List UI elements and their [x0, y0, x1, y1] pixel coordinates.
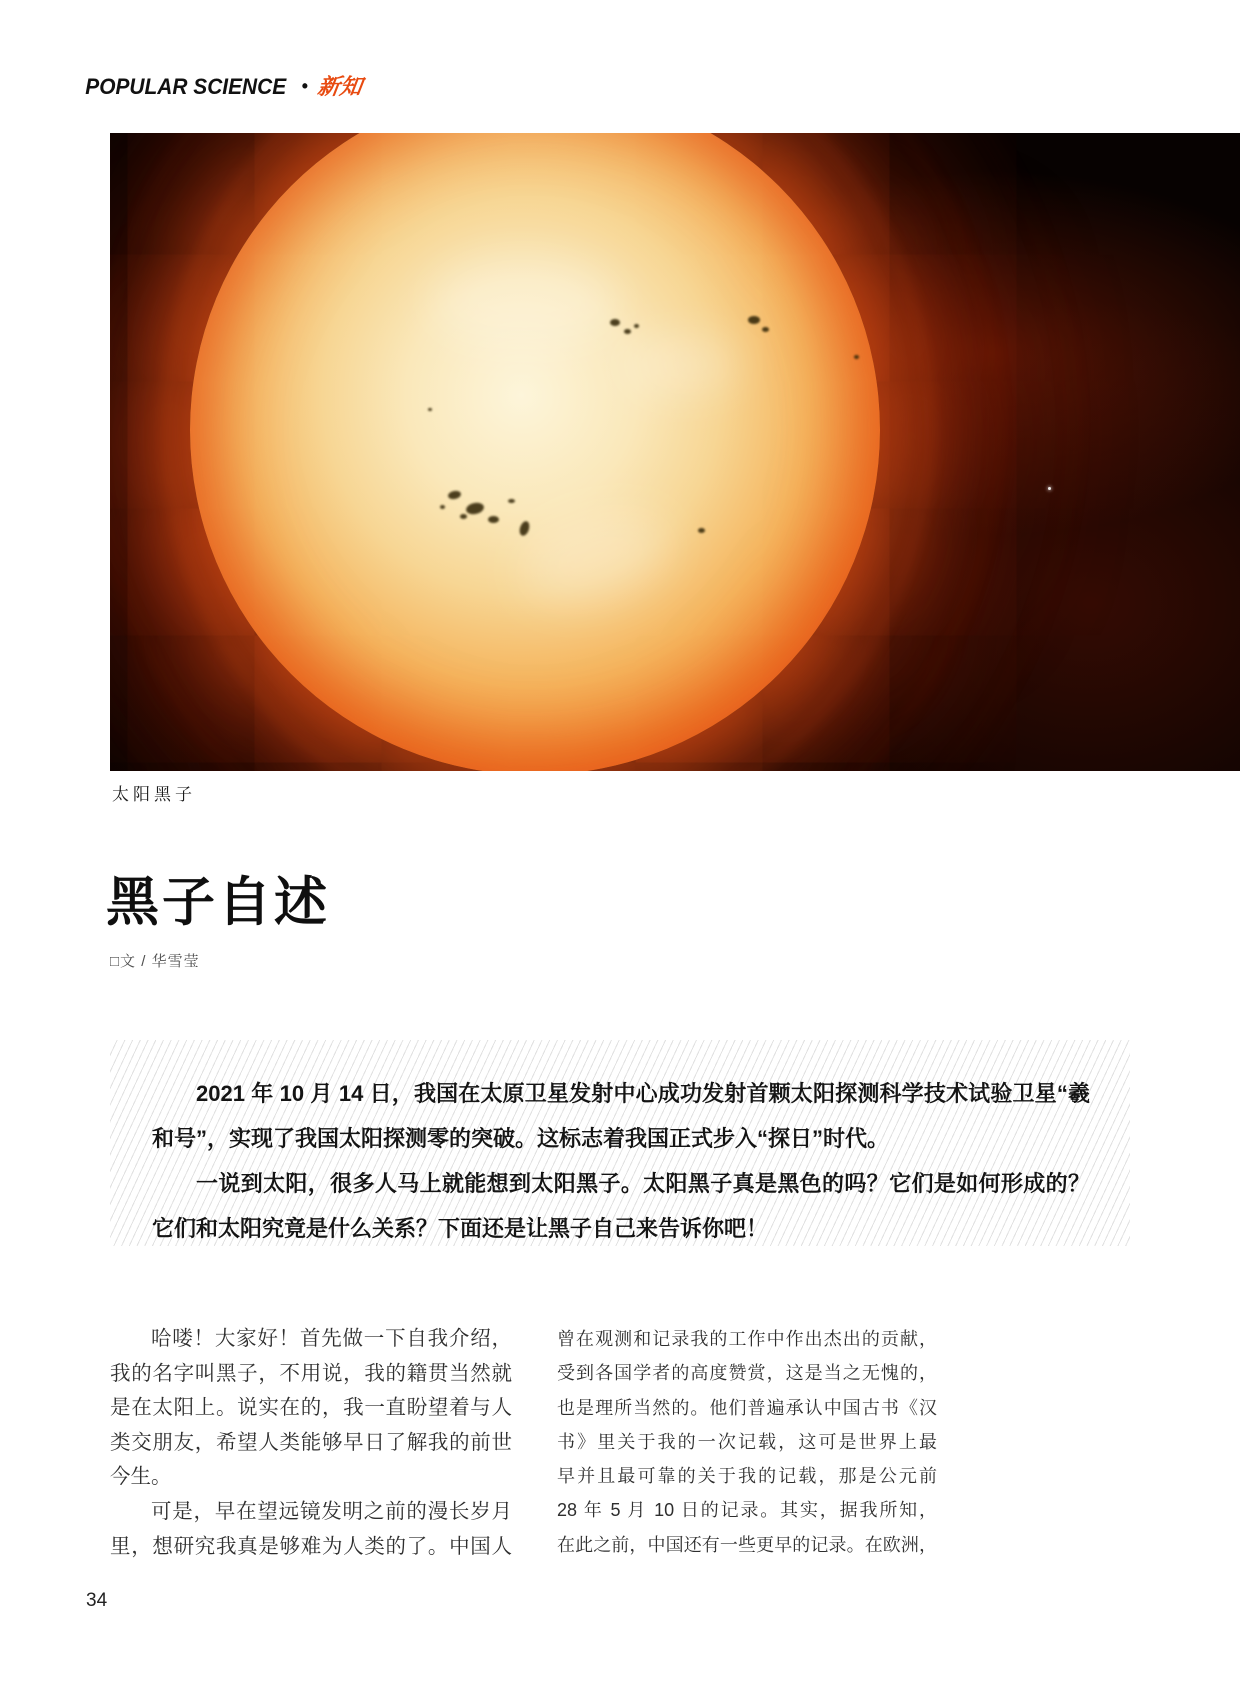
body-text-line: 28 年 5 月 10 日的记录。其实，据我所知， [557, 1500, 937, 1521]
body-text-line: 在此之前，中国还有一些更早的记录。在欧洲， [557, 1534, 937, 1555]
sunspot [762, 327, 769, 332]
brand-logo: POPULAR SCIENCE [85, 74, 287, 99]
body-column-left [110, 1322, 512, 1564]
sunspot [748, 316, 760, 324]
body-text-line: 受到各国学者的高度赞赏，这是当之无愧的， [557, 1363, 937, 1384]
body-text-line: 我的名字叫黑子，不用说，我的籍贯当然就 [110, 1361, 512, 1385]
sunspot [488, 516, 499, 523]
body-text-line: 哈喽！大家好！首先做一下自我介绍， [151, 1327, 512, 1350]
sun-bright-patch [512, 497, 679, 618]
body-text-line: 早并且最可靠的关于我的记载，那是公元前 [557, 1466, 937, 1487]
intro-line: 它们和太阳究竟是什么关系？下面还是让黑子自己来告诉你吧！ [152, 1216, 769, 1241]
body-text-line: 类交朋友，希望人类能够早日了解我的前世 [110, 1430, 512, 1454]
body-text-line: 可是，早在望远镜发明之前的漫长岁月 [151, 1499, 512, 1523]
page-header [80, 70, 362, 101]
intro-block [110, 1040, 1130, 1246]
sunspot [508, 499, 515, 503]
sunspot [634, 324, 639, 328]
body-column-right [557, 1322, 937, 1562]
article-byline: □文 / 华雪莹 [110, 953, 200, 970]
section-label: 新知 [315, 74, 364, 99]
sunspot [624, 329, 631, 334]
sunspot [440, 505, 445, 509]
body-text-line: 是在太阳上。说实在的，我一直盼望着与人 [110, 1396, 512, 1420]
sun-photo [110, 133, 1240, 771]
star-dot [1048, 487, 1051, 490]
body-text-line: 曾在观测和记录我的工作中作出杰出的贡献， [557, 1329, 937, 1349]
sunspot [854, 355, 859, 359]
photo-caption: 太阳黑子 [112, 785, 196, 804]
intro-line: 和号”，实现了我国太阳探测零的突破。这标志着我国正式步入“探日”时代。 [152, 1126, 890, 1151]
sunspot [610, 319, 620, 326]
sun-bright-patch [620, 335, 740, 395]
sun-bright-patch [430, 255, 620, 350]
body-text-line: 里，想研究我真是够难为人类的了。中国人 [110, 1534, 512, 1558]
sunspot [428, 408, 432, 411]
intro-line: 一说到太阳，很多人马上就能想到太阳黑子。太阳黑子真是黑色的吗？它们是如何形成的？ [196, 1171, 1090, 1196]
sunspot [698, 528, 705, 533]
article-title: 黑子自述 [106, 873, 330, 932]
intro-line: 2021 年 10 月 14 日，我国在太原卫星发射中心成功发射首颗太阳探测科学技术试验卫星“羲 [196, 1081, 1090, 1106]
sun-disk [190, 133, 880, 771]
body-text-line: 今生。 [110, 1465, 172, 1489]
body-text-line: 书》里关于我的一次记载，这可是世界上最 [557, 1431, 937, 1452]
sunspot [460, 514, 467, 519]
body-text-line: 也是理所当然的。他们普遍承认中国古书《汉 [557, 1397, 937, 1418]
header-separator-dot: • [301, 76, 308, 96]
page-number: 34 [86, 1590, 108, 1611]
